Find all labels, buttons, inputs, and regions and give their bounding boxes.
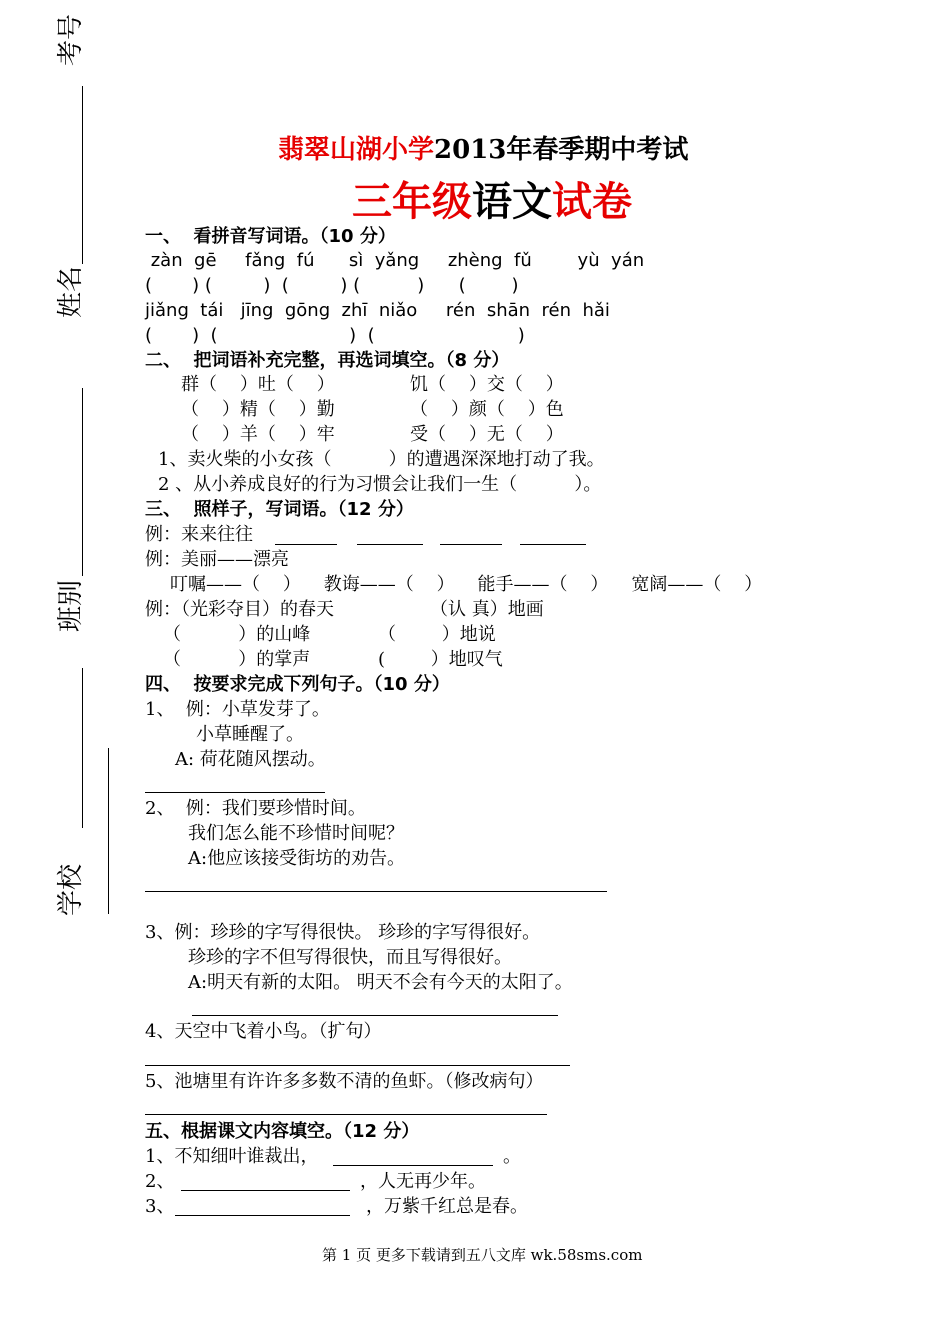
- q4-3-example-answer: 珍珍的字不但写得很快，而且写得很好。: [188, 947, 512, 968]
- section-4-title: 四、 按要求完成下列句子。（10 分）: [145, 674, 450, 695]
- answer-line: [145, 792, 325, 793]
- section-3-title: 三、 照样子，写词语。（12 分）: [145, 499, 414, 520]
- q4-3-example: 3、例：珍珍的字写得很快。 珍珍的字写得很好。: [145, 922, 541, 943]
- phrase-blank-4: ( ）地叹气: [378, 649, 503, 670]
- phrase-blank-3: （ ）的掌声: [163, 649, 311, 670]
- q4-1-example: 1、 例：小草发芽了。: [145, 699, 330, 720]
- section-2-title: 二、 把词语补充完整，再选词填空。（8 分）: [145, 350, 510, 371]
- phrase-blank-1: （ ）的山峰: [163, 624, 311, 645]
- school-name: 翡翠山湖小学: [278, 135, 435, 165]
- poem-line-1: 1、不知细叶谁裁出，: [145, 1146, 319, 1167]
- pinyin-row-1: zàn gē fǎng fú sì yǎng zhèng fǔ yù yán: [145, 250, 645, 271]
- phrase-blank-2: （ ）地说: [378, 624, 496, 645]
- answer-line: [175, 1215, 350, 1216]
- answer-line: [181, 1190, 350, 1191]
- poem-line-2: ，人无再少年。: [360, 1171, 486, 1192]
- q4-2-example-answer: 我们怎么能不珍惜时间呢？: [188, 823, 404, 844]
- q4-5-prompt: 5、池塘里有许许多多数不清的鱼虾。（修改病句）: [145, 1071, 544, 1092]
- pinyin-row-2: jiǎng tái jīng gōng zhī niǎo rén shān rén hǎi: [145, 300, 610, 321]
- idiom-2: 饥（ ）交（ ）: [410, 374, 564, 395]
- exam-year: 2013: [434, 135, 507, 165]
- poem-line-3: ，万紫千红总是春。: [366, 1196, 528, 1217]
- section-1-title: 一、 看拼音写词语。（10 分）: [145, 226, 396, 247]
- answer-line: [333, 1165, 493, 1166]
- poem-line-2-num: 2、: [145, 1171, 175, 1192]
- class-label: 班别: [56, 579, 86, 632]
- example-phrase-2: （认 真）地画: [430, 599, 544, 620]
- section-5-title: 五、根据课文内容填空。（12 分）: [145, 1121, 420, 1142]
- answer-line: [357, 544, 423, 545]
- paper-title: [352, 178, 632, 225]
- q4-2-example: 2、 例：我们要珍惜时间。: [145, 798, 366, 819]
- answer-line: [520, 544, 586, 545]
- paper-label: 试卷: [552, 178, 632, 225]
- exam-header: [278, 137, 688, 163]
- answer-line: [192, 1015, 558, 1016]
- exam-no-line: [82, 86, 83, 264]
- example-phrase-1: 例：（光彩夺目）的春天: [145, 599, 334, 620]
- example-synonym: 例：美丽——漂亮: [145, 549, 289, 570]
- idiom-6: 受（ ）无（ ）: [410, 424, 564, 445]
- class-line: [82, 668, 83, 828]
- school-label: 学校: [56, 863, 86, 916]
- page-footer: 第 1 页 更多下载请到五八文库 wk.58sms.com: [322, 1246, 643, 1264]
- grade-label: 三年级: [352, 178, 472, 225]
- subject-label: 语文: [472, 178, 552, 225]
- idiom-3: （ ）精（ ）勤: [181, 399, 335, 420]
- q4-1-prompt: A: 荷花随风摆动。: [175, 749, 326, 770]
- idiom-1: 群（ ）吐（ ）: [181, 374, 335, 395]
- q4-1-example-answer: 小草睡醒了。: [196, 724, 304, 745]
- name-label: 姓名: [56, 265, 86, 318]
- fill-sentence-2: 2 、从小养成良好的行为习惯会让我们一生（ ）。: [158, 474, 602, 495]
- example-aabb: 例：来来往往: [145, 524, 253, 545]
- answer-line: [275, 544, 337, 545]
- name-line: [82, 388, 83, 576]
- fill-sentence-1: 1、卖火柴的小女孩（ ）的遭遇深深地打动了我。: [158, 449, 605, 470]
- answer-row-2: ( ) ( ) ( ): [145, 325, 525, 346]
- idiom-5: （ ）羊（ ）牢: [181, 424, 335, 445]
- idiom-4: （ ）颜（ ）色: [410, 399, 564, 420]
- poem-line-1-end: 。: [503, 1146, 521, 1167]
- q4-2-prompt: A:他应该接受街坊的劝告。: [188, 848, 406, 869]
- poem-line-3-num: 3、: [145, 1196, 175, 1217]
- school-line: [108, 748, 109, 914]
- answer-line: [440, 544, 502, 545]
- answer-line: [145, 891, 607, 892]
- exam-no-label: 考号: [56, 13, 86, 66]
- exam-name: 年春季期中考试: [506, 135, 689, 165]
- synonym-row: 叮嘱——（ ） 教诲——（ ） 能手——（ ） 宽阔——（ ）: [170, 574, 763, 595]
- answer-line: [145, 1114, 547, 1115]
- answer-line: [145, 1065, 570, 1066]
- q4-4-prompt: 4、天空中飞着小鸟。（扩句）: [145, 1021, 382, 1042]
- q4-3-prompt: A:明天有新的太阳。 明天不会有今天的太阳了。: [188, 972, 573, 993]
- answer-row-1: ( ) ( ) ( ) ( ) ( ): [145, 275, 519, 296]
